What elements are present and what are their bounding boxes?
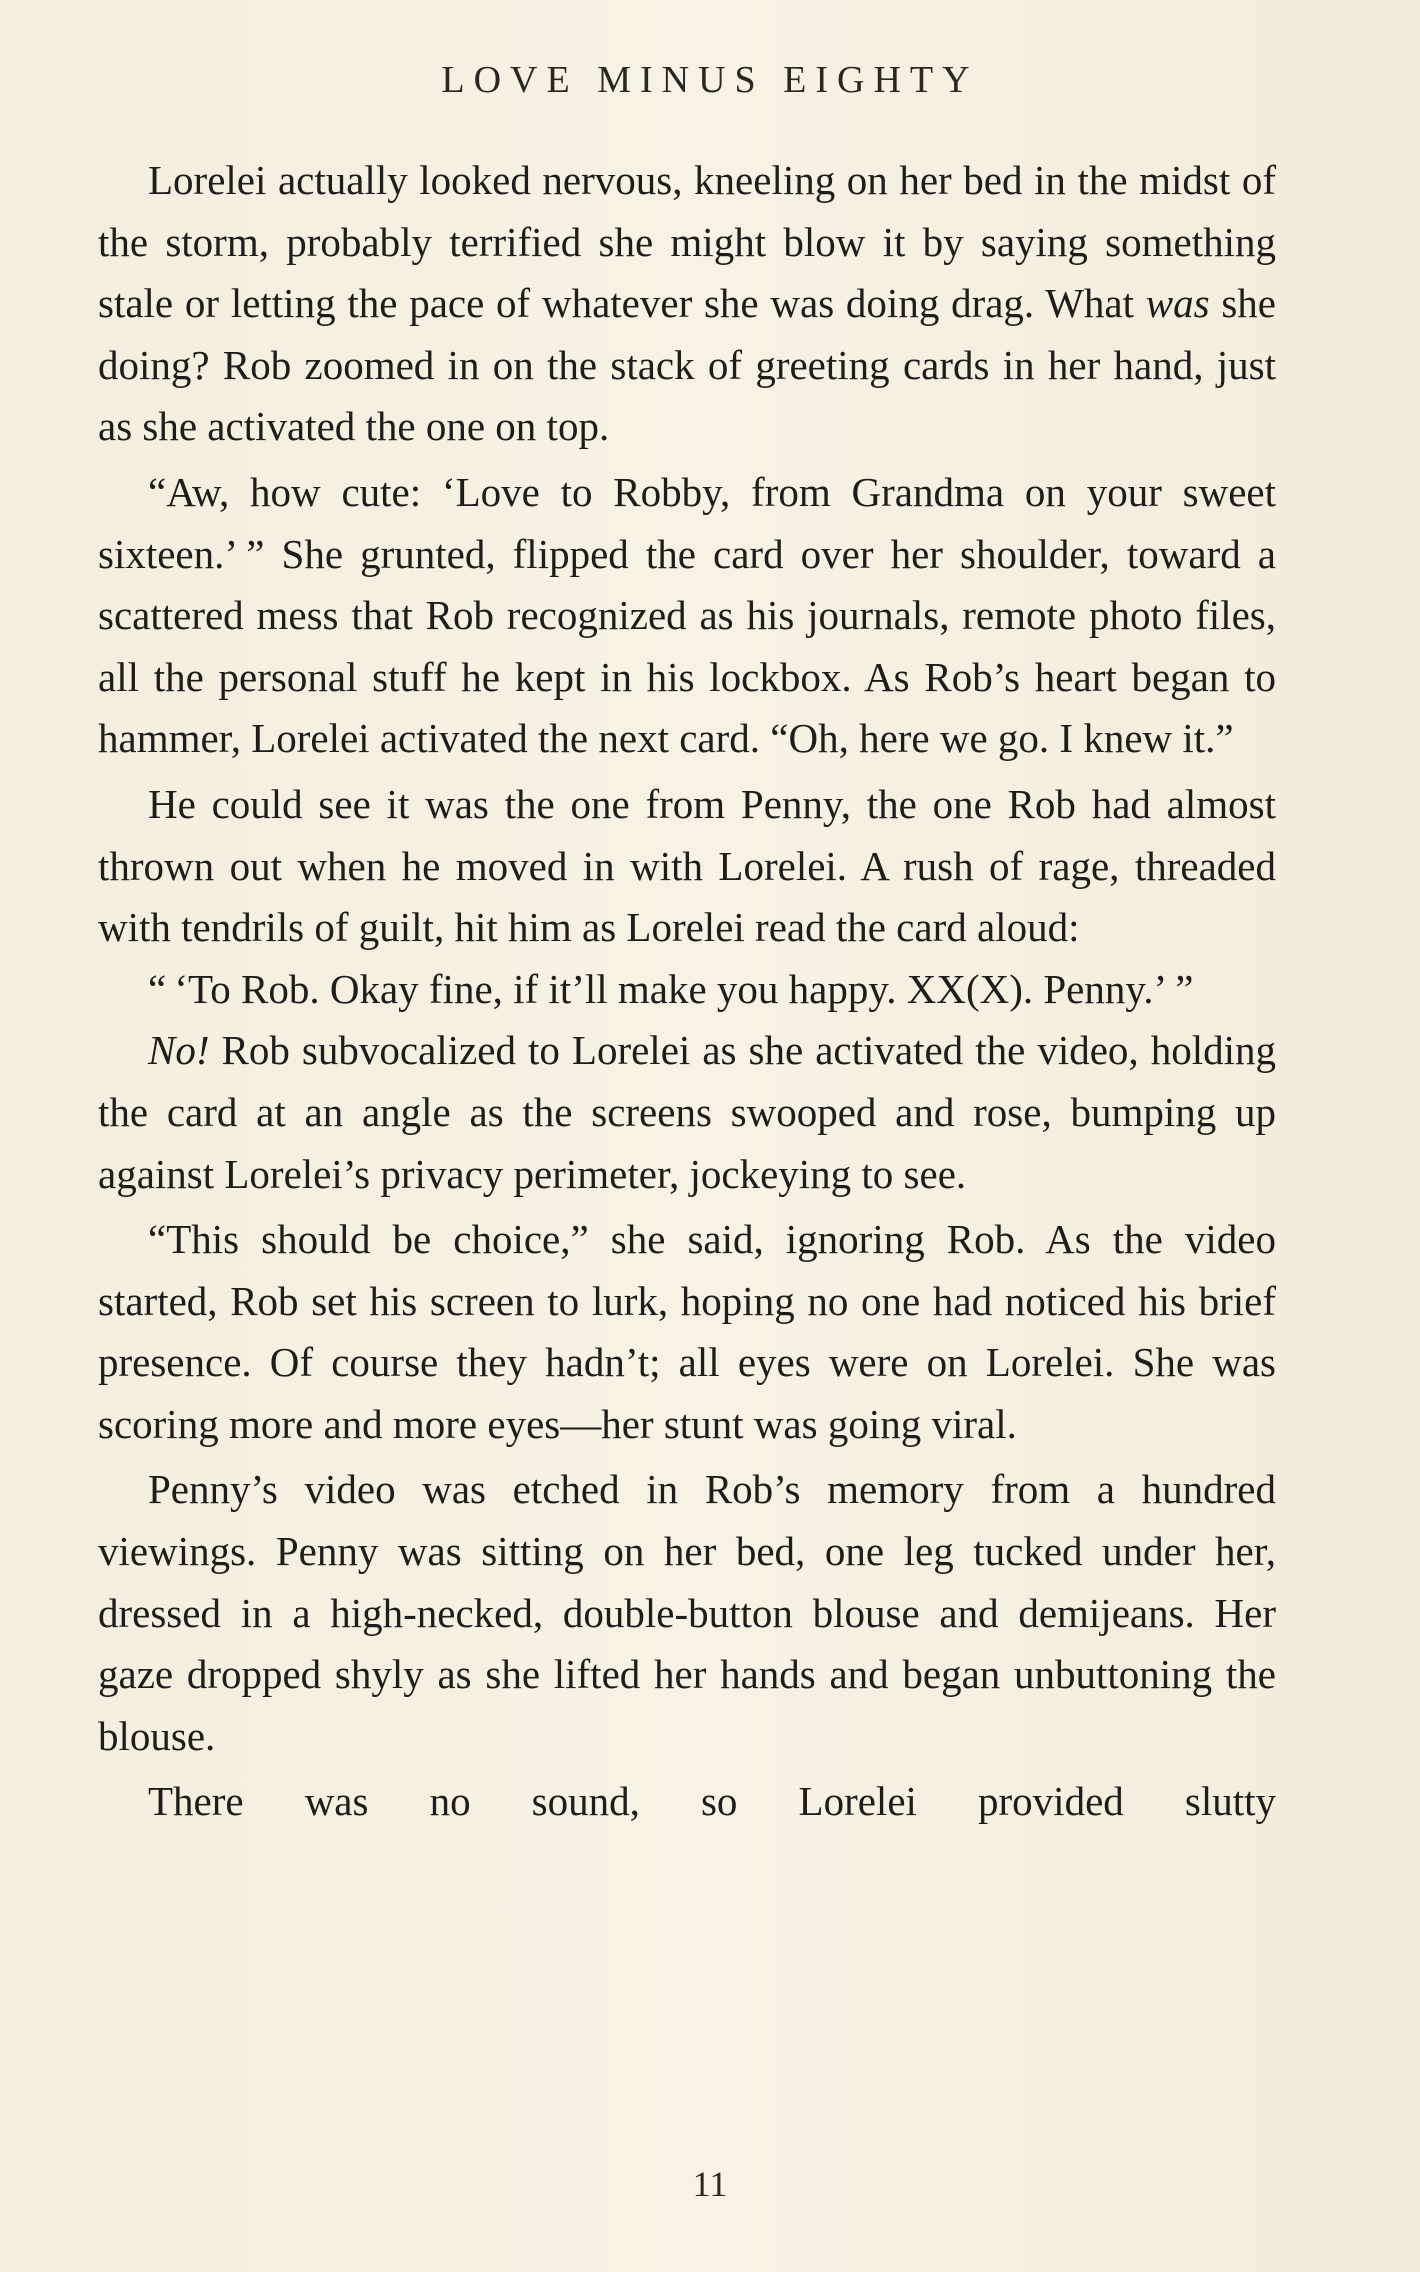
paragraph	[98, 1771, 1276, 1833]
paragraph	[98, 1209, 1276, 1455]
running-head: LOVE MINUS EIGHTY	[441, 59, 979, 101]
paragraph	[98, 462, 1276, 770]
paragraph	[98, 1020, 1276, 1205]
text-segment: Lorelei actually looked nervous, kneeling on her bed in the midst of the storm, probably terrified she might blow it by saying something stale or letting the pace of whatever she was doing drag. What	[98, 157, 1276, 327]
text-segment: Penny’s video was etched in Rob’s memory from a hundred viewings. Penny was sitting on her bed, one leg tucked under her, dressed in a high-necked, double-button blouse and demijeans. Her gaze dropped shyly as she lifted her hands and began unbuttoning the blouse.	[98, 1466, 1276, 1759]
page-number: 11	[692, 2164, 728, 2204]
text-segment: “Aw, how cute: ‘Love to Robby, from Grandma on your sweet sixteen.’ ” She grunted, flipped the card over her shoulder, toward a scattered mess that Rob recognized as his journals, remote photo files, all the personal stuff he kept in his lockbox. As Rob’s heart began to hammer, Lorelei activated the next card. “Oh, here we go. I knew it.”	[98, 468, 1276, 762]
paragraph	[98, 1459, 1276, 1767]
paragraph	[98, 774, 1276, 959]
body-text	[98, 150, 1276, 1833]
text-segment: “ ‘To Rob. Okay fine, if it’ll make you happy. XX(X). Penny.’ ”	[148, 965, 1194, 1012]
text-segment-italic: No!	[148, 1027, 210, 1074]
text-segment: Rob subvocalized to Lorelei as she activated the video, holding the card at an angle as the screens swooped and rose, bumping up against Lorelei’s privacy perimeter, jockeying to see.	[98, 1027, 1276, 1197]
paragraph	[98, 959, 1276, 1021]
text-segment: “This should be choice,” she said, ignoring Rob. As the video started, Rob set his screen to lurk, hoping no one had noticed his brief presence. Of course they hadn’t; all eyes were on Lorelei. She was scoring more and more eyes—her stunt was going viral.	[98, 1216, 1276, 1447]
text-segment: There was no sound, so Lorelei provided slutty	[148, 1778, 1276, 1825]
text-segment: He could see it was the one from Penny, the one Rob had almost thrown out when he moved in with Lorelei. A rush of rage, threaded with tendrils of guilt, hit him as Lorelei read the card aloud:	[98, 780, 1276, 951]
text-segment: she doing? Rob zoomed in on the stack of greeting cards in her hand, just as she activated the one on top.	[98, 280, 1276, 450]
text-segment-italic: was	[1145, 280, 1210, 327]
paragraph	[98, 150, 1276, 458]
